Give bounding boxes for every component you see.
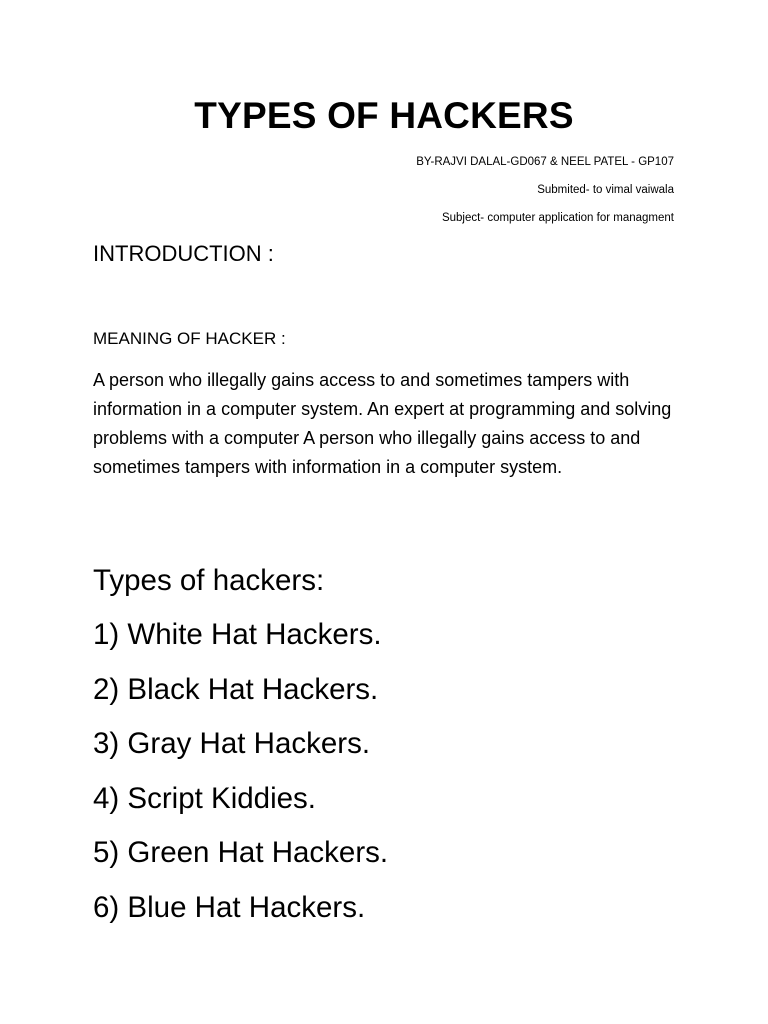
types-list-item: 6) Blue Hat Hackers. <box>93 890 366 924</box>
types-list-item: 5) Green Hat Hackers. <box>93 836 389 870</box>
document-title: TYPES OF HACKERS <box>194 95 574 136</box>
submitted-to-line: Submited- to vimal vaiwala <box>537 184 674 196</box>
author-byline: BY-RAJVI DALAL-GD067 & NEEL PATEL - GP107 <box>416 156 674 168</box>
types-heading: Types of hackers: <box>93 564 325 597</box>
types-list-item: 3) Gray Hat Hackers. <box>93 727 371 761</box>
subject-line: Subject- computer application for managment <box>441 212 674 224</box>
meaning-heading: MEANING OF HACKER : <box>93 329 286 348</box>
types-list-item: 4) Script Kiddies. <box>93 781 316 815</box>
types-list-item: 1) White Hat Hackers. <box>93 618 382 651</box>
types-list <box>93 614 388 942</box>
types-list-item: 2) Black Hat Hackers. <box>93 672 379 706</box>
introduction-heading: INTRODUCTION : <box>93 241 274 266</box>
meaning-paragraph: A person who illegally gains access to and sometimes tampers with information in a computer system. An expert at programming and solving problems with a computer A person who illegally gains access to and sometimes tampers with information in a computer system. <box>93 370 672 477</box>
